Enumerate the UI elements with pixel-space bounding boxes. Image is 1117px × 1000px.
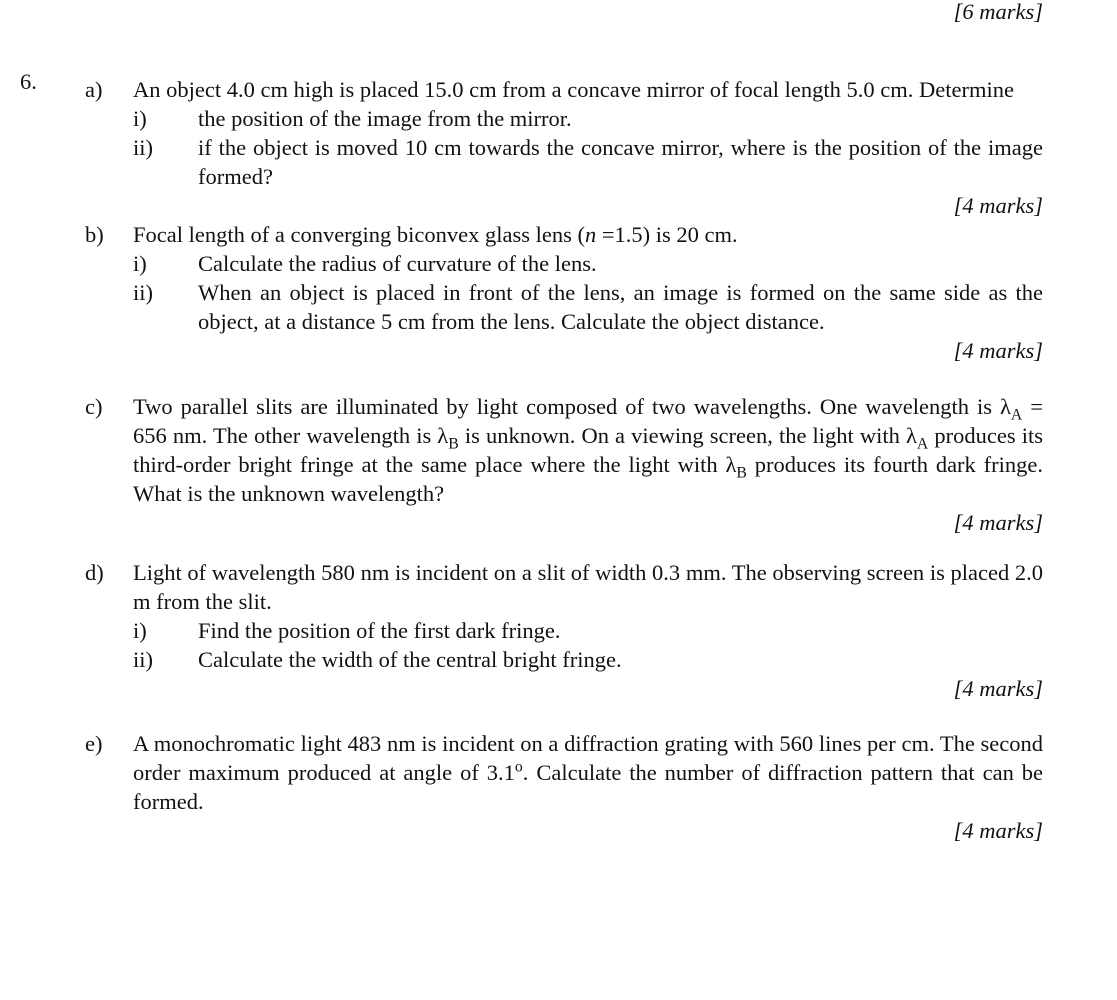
part-b-lead: Focal length of a converging biconvex glass lens (n =1.5) is 20 cm. (133, 222, 738, 247)
part-b-label: b) (85, 222, 104, 247)
part-a-label: a) (85, 77, 103, 102)
part-a-lead: An object 4.0 cm high is placed 15.0 cm from a concave mirror of focal length 5.0 cm. Determine (133, 77, 1014, 102)
part-a (85, 75, 1043, 220)
part-b-subitem-ii-label: ii) (133, 280, 153, 305)
part-a-subitem-i-text: the position of the image from the mirror. (198, 106, 572, 131)
part-d-subitem-i-text: Find the position of the first dark fringe. (198, 618, 561, 643)
part-d (85, 558, 1043, 703)
previous-question-marks: [6 marks] (953, 0, 1043, 24)
part-e-lead: A monochromatic light 483 nm is incident on a diffraction grating with 560 lines per cm. The second order maximum produced at angle of 3.1$^o$. Calculate the number of diffraction pattern that can be formed. (133, 731, 1043, 814)
part-e-marks: [4 marks] (953, 818, 1043, 843)
part-d-body (133, 558, 1043, 703)
part-d-subitem-ii-text: Calculate the width of the central bright fringe. (198, 647, 622, 672)
part-b-subitem-ii (133, 278, 1043, 336)
question-number: 6. (20, 69, 37, 94)
part-b-subitem-i-text: Calculate the radius of curvature of the lens. (198, 251, 597, 276)
question-body (85, 75, 1043, 845)
part-c-lead: Two parallel slits are illuminated by light composed of two wavelengths. One wavelength is $\lambda_A = 656$ nm. The other wavelength is $\lambda_B$ is unknown. On a viewing screen, the light with $\lambda_A$ produces its third-order bright fringe at the same place where the light with $\lambda_B$ produces its fourth dark fringe. What is the unknown wavelength? (133, 394, 1044, 506)
part-b-subitem-ii-text: When an object is placed in front of the lens, an image is formed on the same side as the object, at a distance 5 cm from the lens. Calculate the object distance. (198, 280, 1043, 334)
part-a-subitem-ii-label: ii) (133, 135, 153, 160)
part-d-subitem-ii-label: ii) (133, 647, 153, 672)
question-6 (20, 69, 1044, 845)
part-b-subitem-i (133, 249, 1043, 278)
part-d-subitem-i (133, 616, 1043, 645)
part-d-lead: Light of wavelength 580 nm is incident on a slit of width 0.3 mm. The observing screen is placed 2.0 m from the slit. (133, 560, 1043, 614)
part-d-subitem-ii (133, 645, 1043, 674)
part-c-body (133, 392, 1043, 537)
part-c-label: c) (85, 394, 103, 419)
part-b (85, 220, 1043, 365)
part-d-marks: [4 marks] (953, 676, 1043, 701)
part-c (85, 392, 1043, 537)
part-c-marks: [4 marks] (953, 510, 1043, 535)
part-b-subitem-i-label: i) (133, 251, 147, 276)
part-e-body (133, 729, 1043, 845)
part-e (85, 729, 1043, 845)
part-b-body (133, 220, 1043, 365)
part-a-subitem-i (133, 104, 1043, 133)
part-a-body (133, 75, 1043, 220)
part-a-subitem-ii-text: if the object is moved 10 cm towards the concave mirror, where is the position of the image formed? (198, 135, 1043, 189)
part-e-label: e) (85, 731, 103, 756)
part-a-subitem-i-label: i) (133, 106, 147, 131)
part-b-marks: [4 marks] (953, 338, 1043, 363)
part-a-marks: [4 marks] (953, 193, 1043, 218)
part-a-subitem-ii (133, 133, 1043, 191)
part-d-subitem-i-label: i) (133, 618, 147, 643)
part-d-label: d) (85, 560, 104, 585)
